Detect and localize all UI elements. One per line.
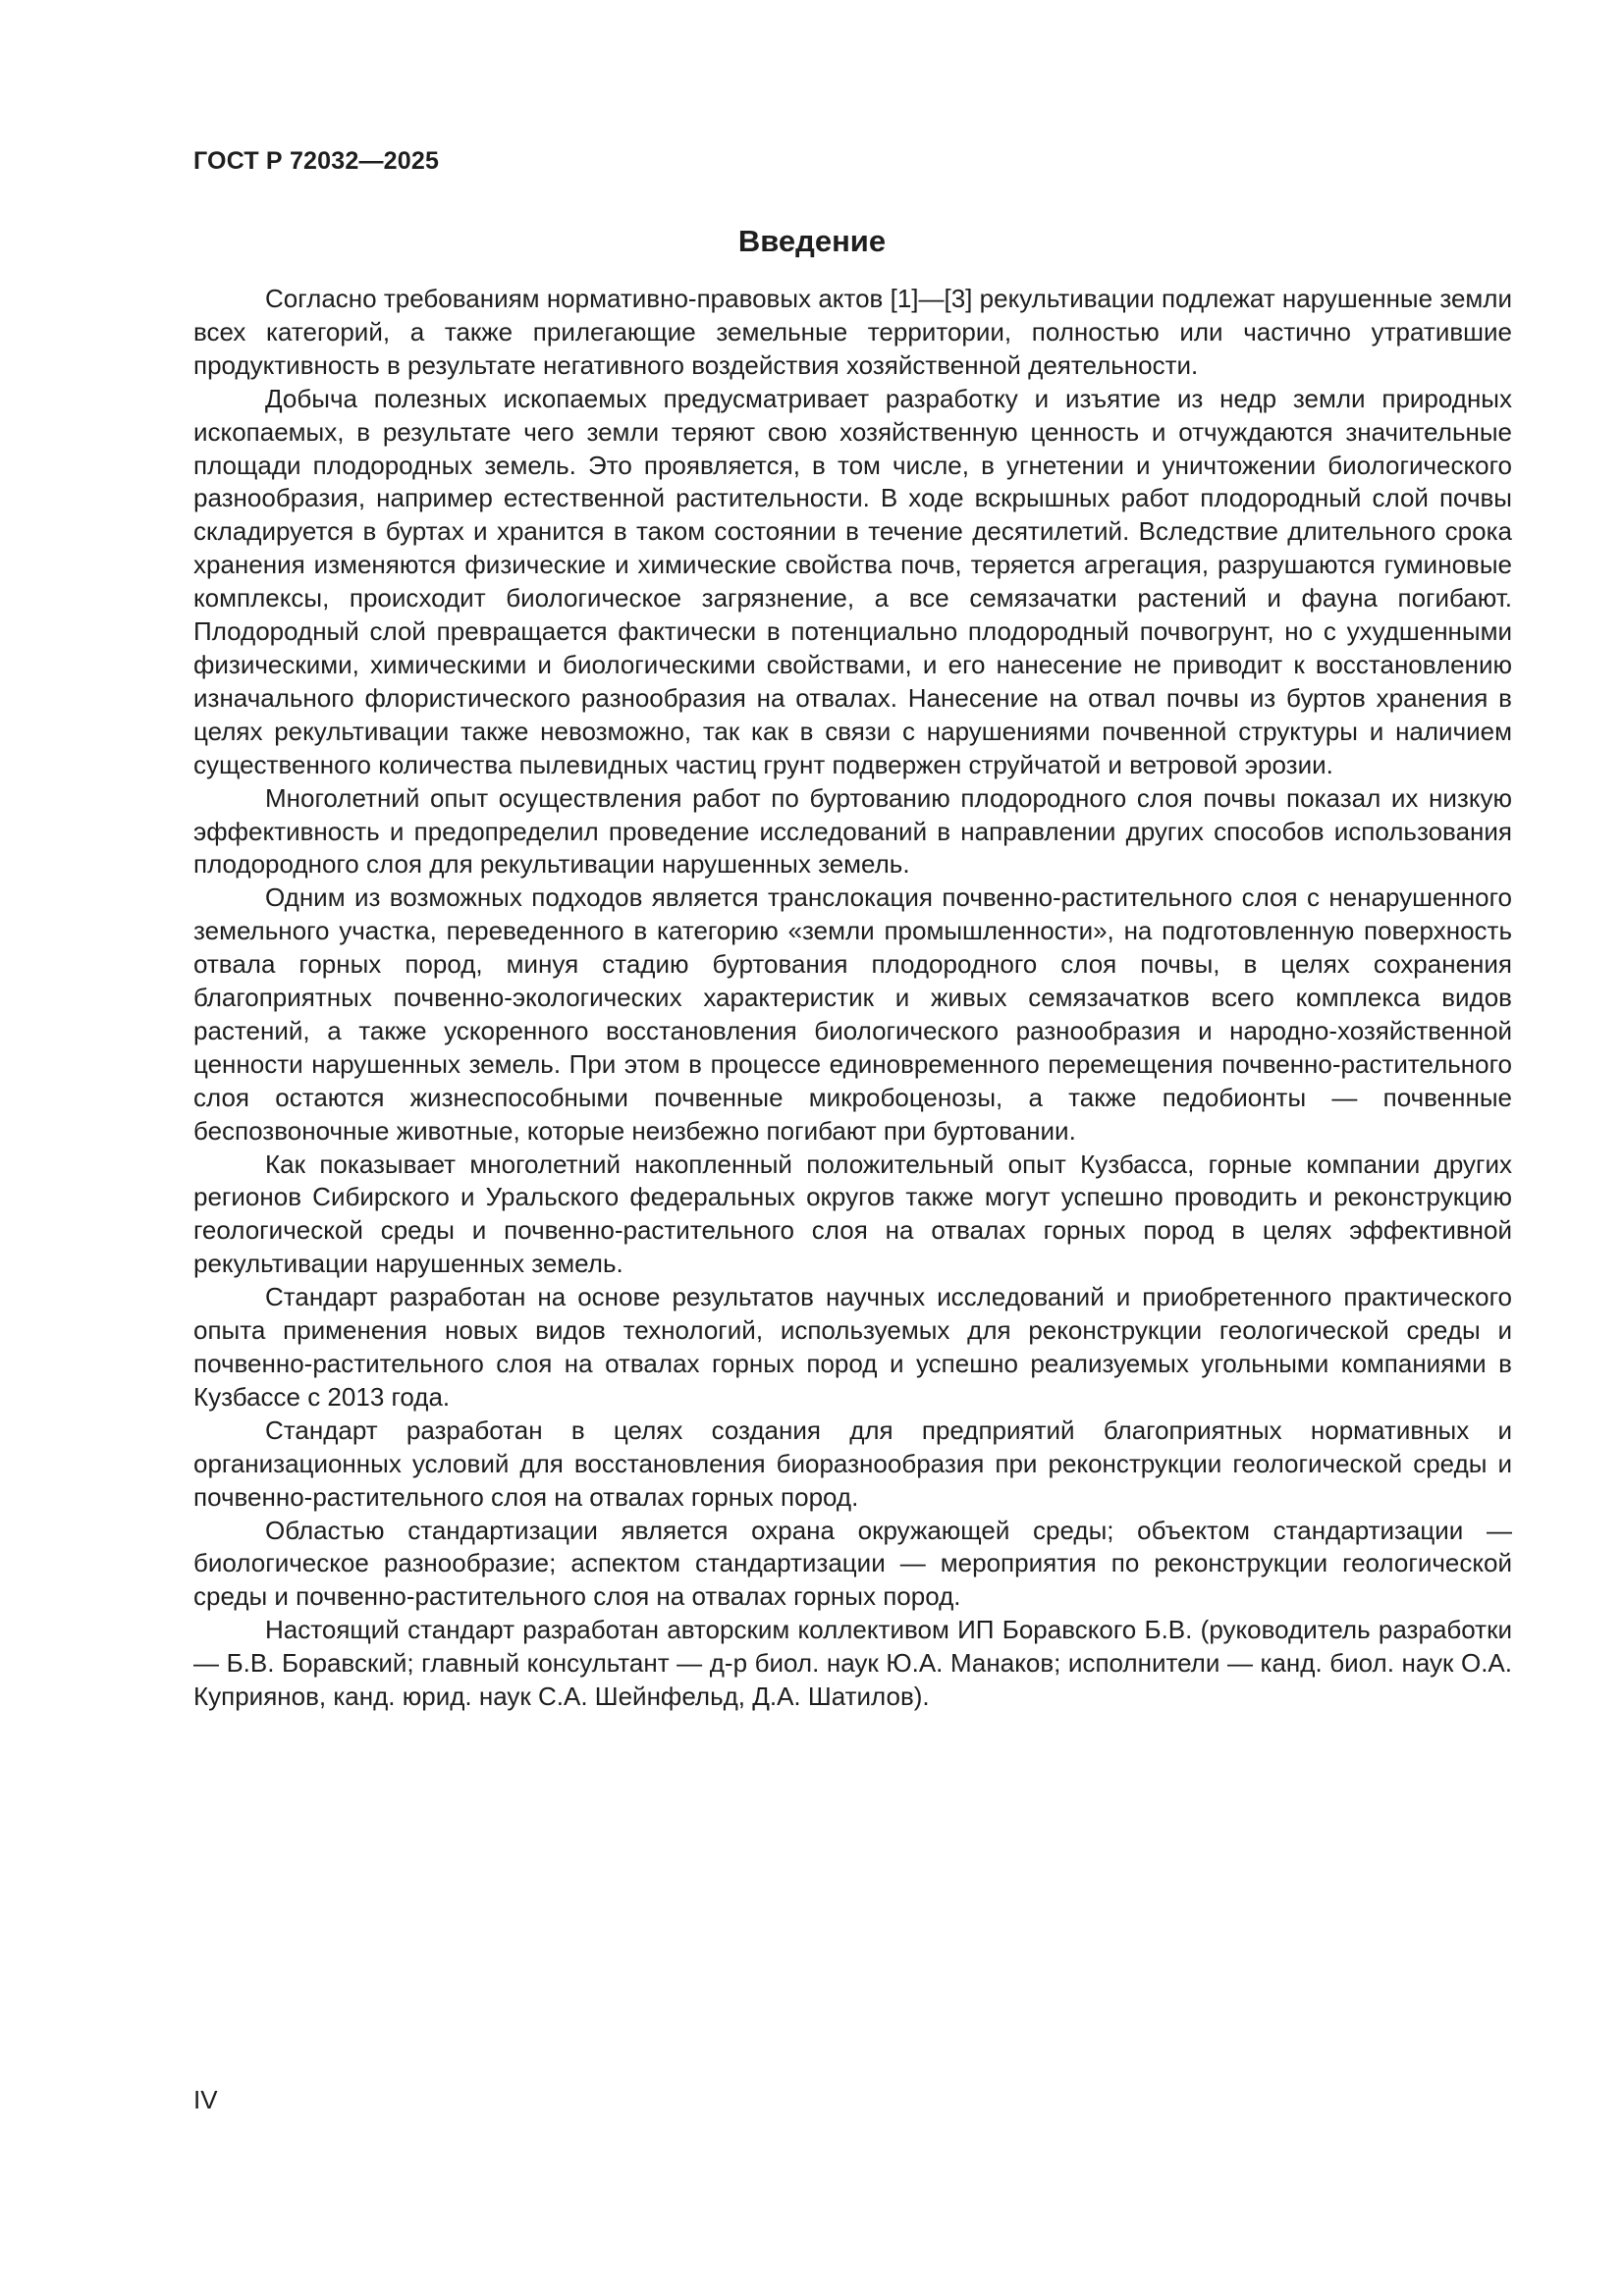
paragraph: Стандарт разработан на основе результатов научных исследований и приобретенного практического опыта применения новых видов технологий, используемых для реконструкции геологической среды и почвенно-растительного слоя на отвалах горных пород и успешно реализуемых угольными компаниями в Кузбассе с 2013 года. [193,1282,1512,1412]
body-text [193,283,1512,1714]
standard-code-header: ГОСТ Р 72032—2025 [193,147,440,175]
paragraph: Как показывает многолетний накопленный положительный опыт Кузбасса, горные компании других регионов Сибирского и Уральского федеральных округов также могут успешно проводить и реконструкцию геологической среды и почвенно-растительного слоя на отвалах горных пород в целях эффективной рекультивации нарушенных земель. [193,1148,1512,1279]
paragraph: Многолетний опыт осуществления работ по буртованию плодородного слоя почвы показал их низкую эффективность и предопределил проведение исследований в направлении других способов использования плодородного слоя для рекультивации нарушенных земель. [193,782,1512,880]
paragraph: Одним из возможных подходов является транслокация почвенно-растительного слоя с ненарушенного земельного участка, переведенного в категорию «земли промышленности», на подготовленную поверхность отвала горных пород, минуя стадию буртования плодородного слоя почвы, в целях сохранения благоприятных почвенно-экологических характеристик и живых семязачатков всего комплекса видов растений, а также ускоренного восстановления биологического разнообразия и народно-хозяйственной ценности нарушенных земель. При этом в процессе единовременного перемещения почвенно-растительного слоя остаются жизнеспособными почвенные микробоценозы, а также педобионты — почвенные беспозвоночные животные, которые неизбежно погибают при буртовании. [193,882,1512,1146]
paragraph: Согласно требованиям нормативно-правовых актов [1]—[3] рекультивации подлежат нарушенные земли всех категорий, а также прилегающие земельные территории, полностью или частично утратившие продуктивность в результате негативного воздействия хозяйственной деятельности. [193,284,1512,380]
paragraph: Стандарт разработан в целях создания для предприятий благоприятных нормативных и организационных условий для восстановления биоразнообразия при реконструкции геологической среды и почвенно-растительного слоя на отвалах горных пород. [193,1415,1512,1512]
paragraph: Добыча полезных ископаемых предусматривает разработку и изъятие из недр земли природных ископаемых, в результате чего земли теряют свою хозяйственную ценность и отчуждаются значительные площади плодородных земель. Это проявляется, в том числе, в угнетении и уничтожении биологического разнообразия, например естественной растительности. В ходе вскрышных работ плодородный слой почвы складируется в буртах и хранится в таком состоянии в течение десятилетий. Вследствие длительного срока хранения изменяются физические и химические свойства почв, теряется агрегация, разрушаются гуминовые комплексы, происходит биологическое загрязнение, а все семязачатки растений и фауна погибают. Плодородный слой превращается фактически в потенциально плодородный почвогрунт, но с ухудшенными физическими, химическими и биологическими свойствами, и его нанесение не приводит к восстановлению изначального флористического разнообразия на отвалах. Нанесение на отвал почвы из буртов хранения в целях рекультивации также невозможно, так как в связи с нарушениями почвенной структуры и наличием существенного количества пылевидных частиц грунт подвержен струйчатой и ветровой эрозии. [193,383,1512,779]
section-title: Введение [737,224,887,258]
paragraph: Областью стандартизации является охрана окружающей среды; объектом стандартизации — биологическое разнообразие; аспектом стандартизации — мероприятия по реконструкции геологической среды и почвенно-растительного слоя на отвалах горных пород. [193,1515,1512,1612]
paragraph: Настоящий стандарт разработан авторским коллективом ИП Боравского Б.В. (руководитель разработки — Б.В. Боравский; главный консультант — д-р биол. наук Ю.А. Манаков; исполнители — канд. биол. наук О.А. Куприянов, канд. юрид. наук С.А. Шейнфельд, Д.А. Шатилов). [193,1615,1512,1712]
page-number: IV [193,2085,218,2114]
